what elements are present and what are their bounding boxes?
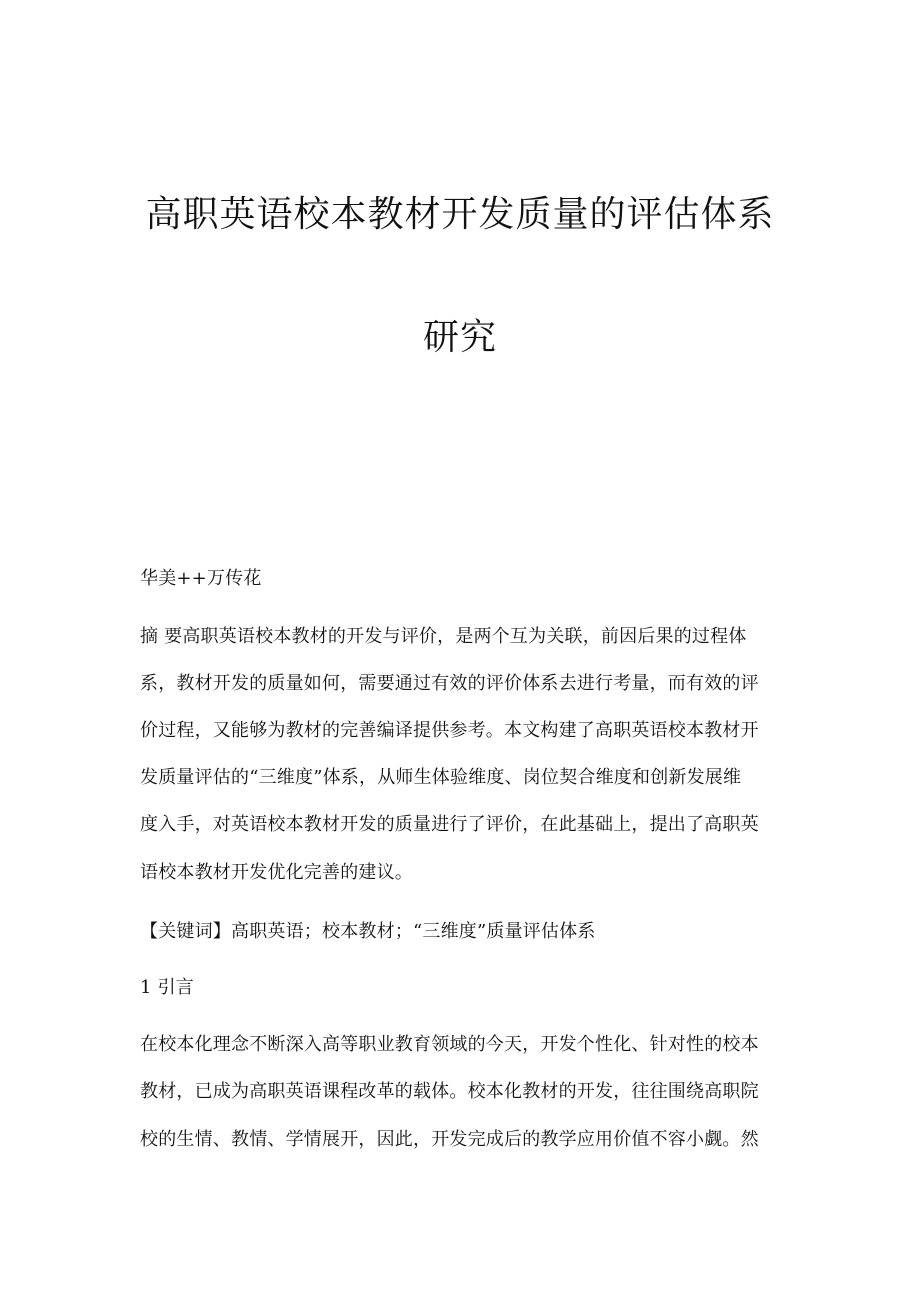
document-title-line2: 研究 (422, 317, 497, 358)
abstract-line: 价过程，又能够为教材的完善编译提供参考。本文构建了高职英语校本教材开 (140, 720, 759, 741)
paragraph-line: 教材，已成为高职英语课程改革的载体。校本化教材的开发，往往围绕高职院 (140, 1081, 759, 1102)
paragraph-line: 校的生情、教情、学情展开，因此，开发完成后的教学应用价值不容小觑。然 (140, 1129, 759, 1150)
abstract-line: 发质量评估的“三维度”体系，从师生体验维度、岗位契合维度和创新发展维 (140, 767, 742, 788)
author-line: 华美++万传花 (140, 568, 262, 589)
abstract-line: 系，教材开发的质量如何，需要通过有效的评价体系去进行考量，而有效的评 (140, 673, 759, 694)
paragraph-line: 在校本化理念不断深入高等职业教育领域的今天，开发个性化、针对性的校本 (140, 1034, 759, 1055)
abstract-line: 度入手，对英语校本教材开发的质量进行了评价，在此基础上，提出了高职英 (140, 814, 759, 835)
document-title-line1: 高职英语校本教材开发质量的评估体系 (145, 194, 775, 235)
section-heading: 1 引言 (140, 977, 194, 998)
abstract-line: 语校本教材开发优化完善的建议。 (140, 862, 413, 883)
keywords: 【关键词】高职英语；校本教材；“三维度”质量评估体系 (140, 921, 596, 942)
abstract-line: 摘 要高职英语校本教材的开发与评价，是两个互为关联，前因后果的过程体 (140, 626, 747, 647)
